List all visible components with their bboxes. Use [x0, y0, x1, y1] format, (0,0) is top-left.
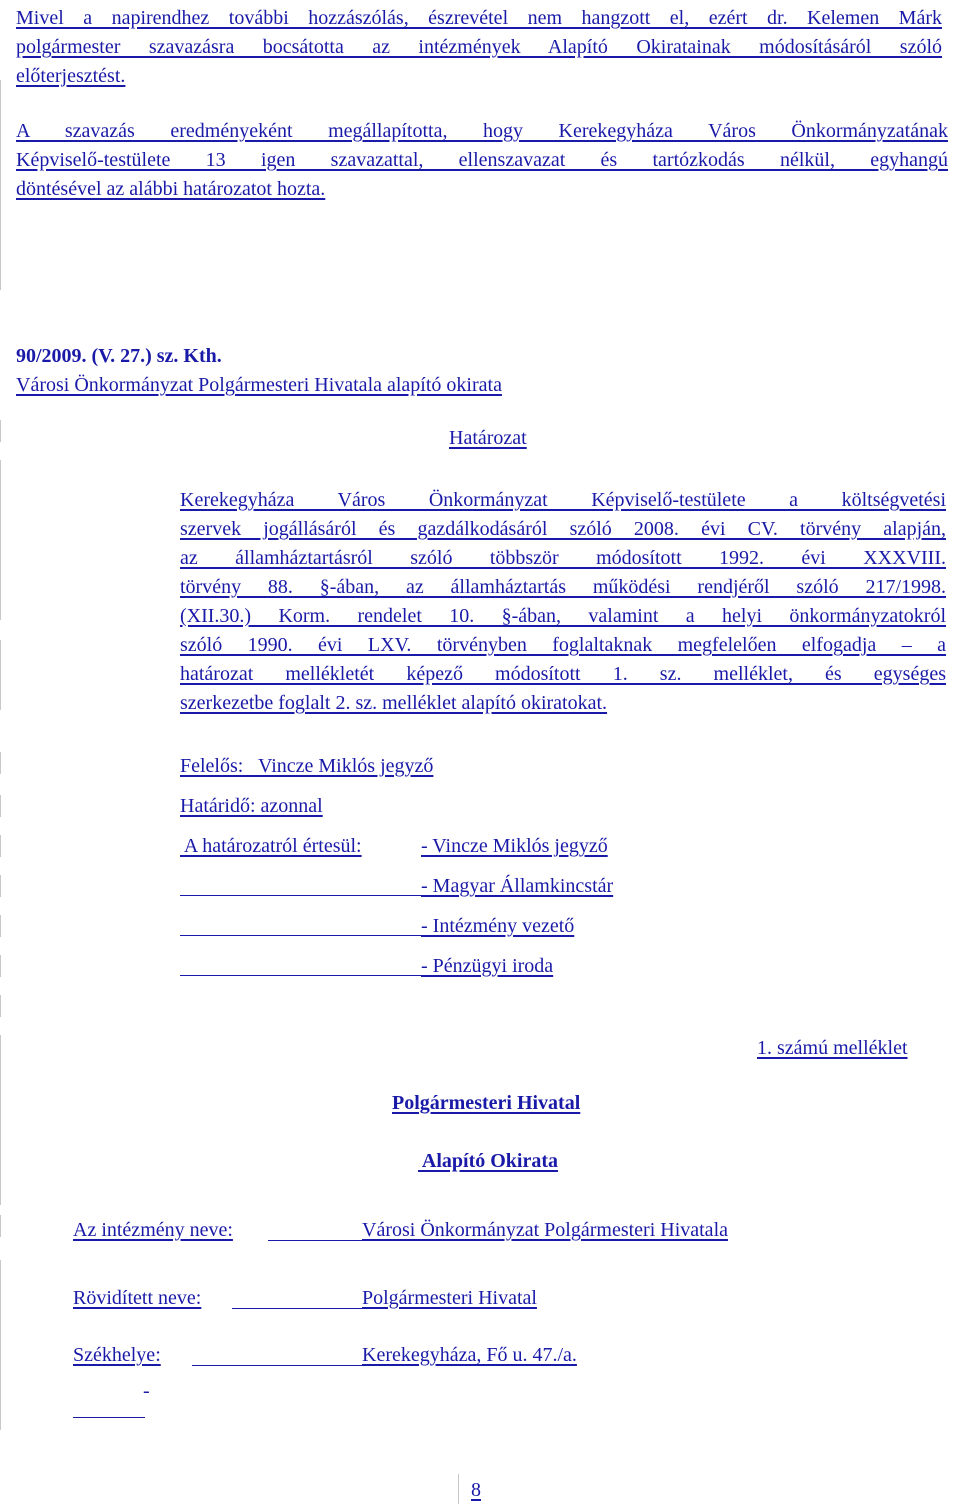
- notified-blank-line: [180, 975, 421, 976]
- resolution-subject: Városi Önkormányzat Polgármesteri Hivatala alapító okirata: [16, 374, 502, 396]
- field-label-fill: [192, 1365, 362, 1366]
- margin-tick: [0, 460, 1, 620]
- paragraph-2-line: A szavazás eredményeként megállapította, hogy Kerekegyháza Város Önkormányzatának: [16, 120, 948, 142]
- margin-tick: [0, 1035, 1, 1205]
- paragraph-2: [16, 117, 948, 204]
- document-subtitle: Alapító Okirata: [418, 1150, 559, 1172]
- field-value-short-name: Polgármesteri Hivatal: [362, 1287, 537, 1309]
- field-value-seat: Kerekegyháza, Fő u. 47./a.: [362, 1344, 577, 1366]
- notified-item: - Vincze Miklós jegyző: [421, 835, 608, 857]
- field-label-fill: [268, 1240, 362, 1241]
- resolution-body-line: Kerekegyháza Város Önkormányzat Képviselő-testülete a költségvetési: [180, 489, 946, 511]
- field-label-name: Az intézmény neve:: [73, 1219, 233, 1241]
- notified-blank-line: [180, 895, 421, 896]
- notified-item: - Magyar Államkincstár: [421, 875, 614, 897]
- paragraph-2-line: Képviselő-testülete 13 igen szavazattal, ellenszavazat és tartózkodás nélkül, egyhangú: [16, 149, 948, 171]
- resolution-body: [180, 486, 946, 718]
- paragraph-1-line: polgármester szavazásra bocsátotta az intézmények Alapító Okiratainak módosításáról szóló: [16, 36, 942, 58]
- deadline-line: Határidő: azonnal: [180, 795, 323, 817]
- resolution-body-line: szervek jogállásáról és gazdálkodásáról szóló 2008. évi CV. törvény alapján,: [180, 518, 946, 540]
- margin-tick: [0, 955, 1, 977]
- margin-tick: [0, 795, 1, 817]
- field-value-name: Városi Önkormányzat Polgármesteri Hivatala: [362, 1219, 728, 1241]
- notified-blank-line: [180, 935, 421, 936]
- resolution-body-line: az államháztartásról szóló többször módosított 1992. évi XXXVIII.: [180, 547, 946, 569]
- annex-label: 1. számú melléklet: [757, 1037, 908, 1059]
- resolution-body-line: határozat mellékletét képező módosított 1. sz. melléklet, és egységes: [180, 663, 946, 685]
- margin-tick: [0, 752, 1, 774]
- notified-item: - Pénzügyi iroda: [421, 955, 554, 977]
- notified-label: A határozatról értesül:: [180, 835, 362, 857]
- margin-tick: [0, 995, 1, 1017]
- resolution-body-line: szóló 1990. évi LXV. törvényben foglaltaknak megfelelően elfogadja – a: [180, 634, 946, 656]
- field-label-fill: [232, 1308, 362, 1309]
- page-number: 8: [471, 1479, 481, 1501]
- paragraph-1: [16, 4, 942, 91]
- resolution-body-line: törvény 88. §-ában, az államháztartás működési rendjéről szóló 217/1998.: [180, 576, 946, 598]
- page-number-separator: [458, 1474, 459, 1504]
- stray-dash: -: [143, 1380, 150, 1402]
- paragraph-1-line: Mivel a napirendhez további hozzászólás, észrevétel nem hangzott el, ezért dr. Kelemen Márk: [16, 7, 942, 29]
- margin-tick: [0, 875, 1, 897]
- resolution-body-line: szerkezetbe foglalt 2. sz. melléklet alapító okiratokat.: [180, 692, 608, 714]
- notified-item: - Intézmény vezető: [421, 915, 575, 937]
- margin-tick: [0, 1215, 1, 1237]
- resolution-heading: Határozat: [449, 427, 527, 449]
- margin-tick: [0, 640, 1, 710]
- margin-tick: [0, 420, 1, 442]
- short-rule: [73, 1417, 145, 1418]
- margin-guide-top: [0, 80, 1, 290]
- margin-tick: [0, 835, 1, 857]
- field-label-seat: Székhelye:: [73, 1344, 161, 1366]
- resolution-body-line: (XII.30.) Korm. rendelet 10. §-ában, valamint a helyi önkormányzatokról: [180, 605, 946, 627]
- paragraph-1-line: előterjesztést.: [16, 65, 126, 87]
- responsible-line: Felelős: Vincze Miklós jegyző: [180, 755, 434, 777]
- margin-tick: [0, 915, 1, 937]
- field-label-short-name: Rövidített neve:: [73, 1287, 202, 1309]
- paragraph-2-line: döntésével az alábbi határozatot hozta.: [16, 178, 326, 200]
- document-title: Polgármesteri Hivatal: [392, 1092, 581, 1114]
- margin-tick: [0, 1260, 1, 1430]
- resolution-number: 90/2009. (V. 27.) sz. Kth.: [16, 345, 222, 367]
